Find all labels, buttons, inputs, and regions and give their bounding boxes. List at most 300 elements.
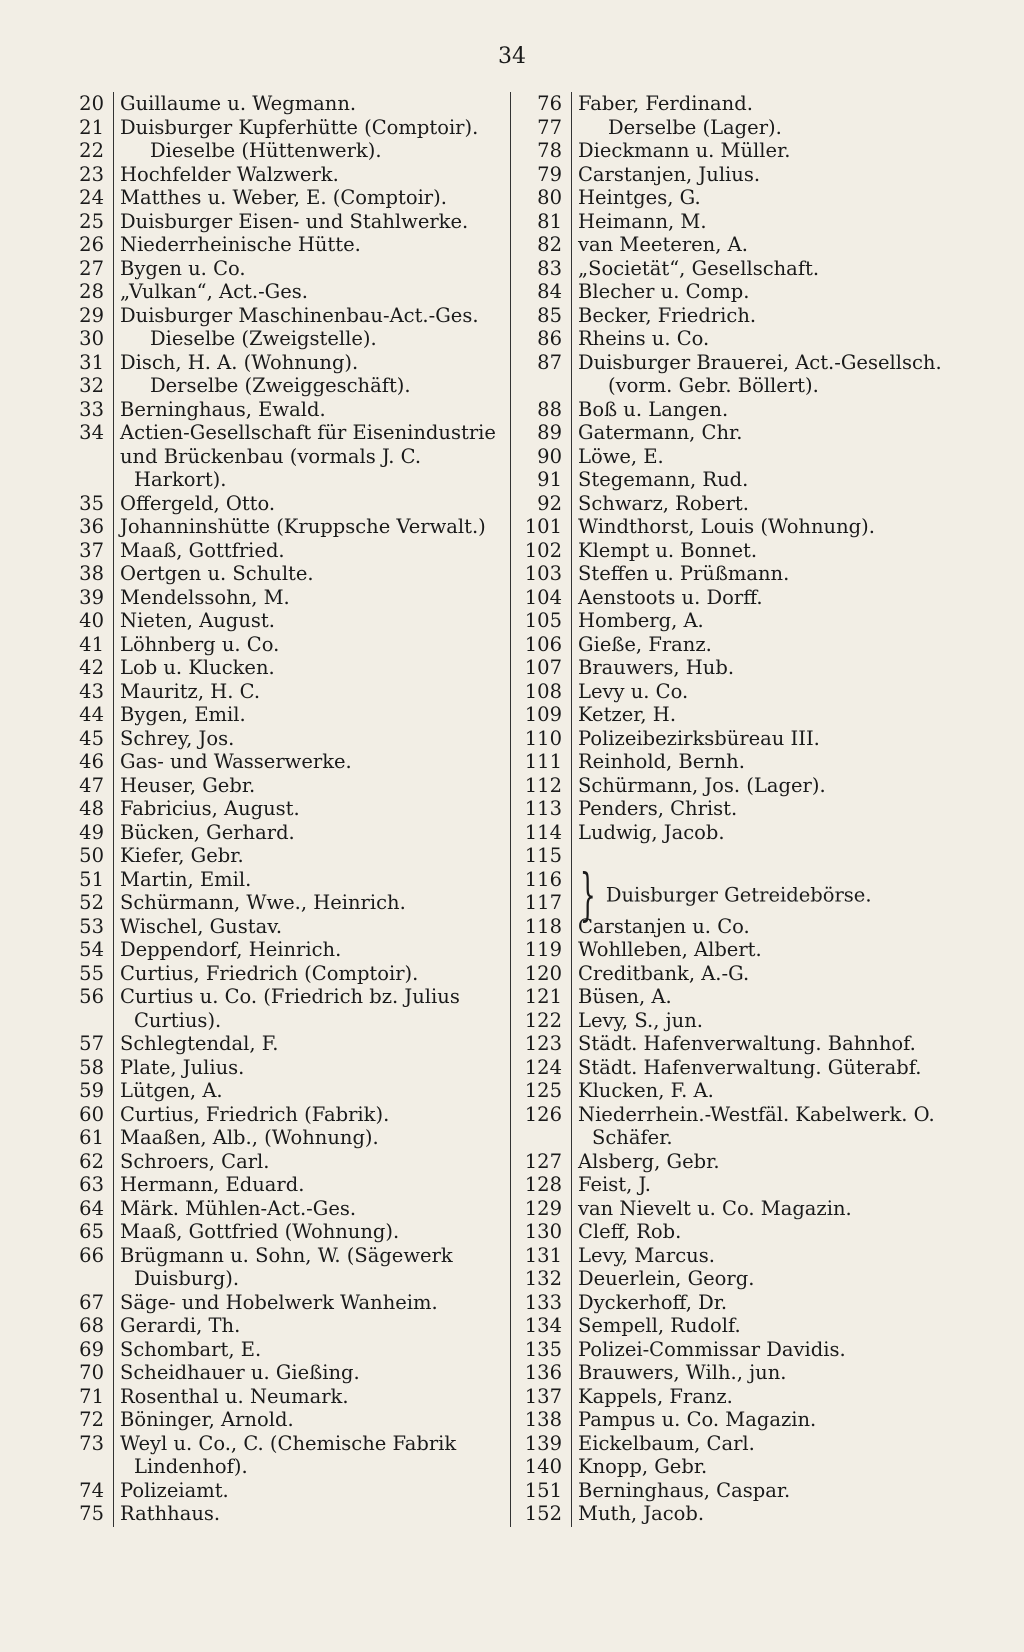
list-item [518, 985, 988, 1009]
entry-text: Matthes u. Weber, E. (Comptoir). [120, 186, 447, 209]
entry-text: Polizeibezirksbüreau III. [578, 726, 820, 750]
entry-number: 73 [79, 1431, 104, 1455]
entry-number: 34 [79, 421, 104, 444]
entry-number: 108 [524, 679, 562, 703]
list-item [72, 163, 512, 187]
list-item [72, 1455, 512, 1479]
entry-text: Löwe, E. [578, 444, 664, 468]
entry-text: Fabricius, August. [120, 797, 300, 820]
entry-number [72, 1009, 112, 1033]
entry-number: 139 [524, 1431, 562, 1455]
list-item [72, 1338, 512, 1362]
entry-text: Carstanjen, Julius. [578, 162, 761, 186]
entry-text: Schürmann, Wwe., Heinrich. [120, 891, 406, 914]
entry-text: Heimann, M. [578, 209, 707, 233]
entry-text: Duisburger Brauerei, Act.-Gesellsch. [578, 350, 942, 374]
entry-number: 43 [79, 679, 104, 703]
entry-text: Nieten, August. [120, 609, 275, 632]
list-item [72, 985, 512, 1009]
list-item [518, 938, 988, 962]
entry-text: Böninger, Arnold. [120, 1408, 294, 1431]
entry-text: Curtius). [134, 1008, 222, 1032]
entry-number: 101 [524, 515, 562, 538]
list-item [518, 492, 988, 516]
list-item [518, 186, 988, 210]
entry-number: 89 [537, 421, 562, 444]
list-item [518, 304, 988, 328]
entry-number: 82 [537, 233, 562, 256]
list-item [518, 1385, 988, 1409]
entry-text: Pampus u. Co. Magazin. [578, 1408, 817, 1431]
entry-number: 151 [524, 1478, 562, 1502]
entry-number: 92 [537, 491, 562, 515]
list-item [72, 1079, 512, 1103]
entry-text: Dieckmann u. Müller. [578, 139, 791, 162]
entry-text: (vorm. Gebr. Böllert). [608, 374, 819, 397]
list-item [518, 703, 988, 727]
entry-number: 35 [79, 491, 104, 515]
entry-number: 60 [79, 1102, 104, 1126]
entry-text: Faber, Ferdinand. [578, 92, 753, 115]
entry-text: van Meeteren, A. [578, 233, 748, 256]
list-item [72, 1291, 512, 1315]
entry-number: 68 [79, 1314, 104, 1337]
entry-text: Duisburg). [134, 1267, 240, 1290]
entry-number: 33 [79, 397, 104, 421]
entry-number: 66 [79, 1243, 104, 1267]
entry-text: Rosenthal u. Neumark. [120, 1384, 349, 1408]
entry-text: Levy u. Co. [578, 679, 689, 703]
entry-number: 37 [79, 538, 104, 562]
list-item [518, 1079, 988, 1103]
list-item [72, 1197, 512, 1221]
entry-text: und Brückenbau (vormals J. C. [120, 444, 422, 468]
entry-number [518, 374, 570, 398]
list-item [72, 1032, 512, 1056]
entry-number: 152 [524, 1502, 562, 1525]
entry-text: Bygen u. Co. [120, 256, 246, 280]
entry-number: 39 [79, 585, 104, 609]
entry-number: 59 [79, 1079, 104, 1102]
list-item [518, 633, 988, 657]
list-item [72, 327, 512, 351]
list-item [518, 139, 988, 163]
entry-text: Duisburger Maschinenbau-Act.-Ges. [120, 303, 479, 327]
entry-text: Gas- und Wasserwerke. [120, 750, 352, 773]
entry-number: 74 [79, 1478, 104, 1502]
entry-text: „Societät“, Gesellschaft. [578, 256, 820, 280]
entry-number: 116 [524, 867, 562, 891]
entry-text: Alsberg, Gebr. [578, 1149, 720, 1173]
list-item [72, 1220, 512, 1244]
entry-number: 72 [79, 1408, 104, 1431]
entry-number: 131 [524, 1243, 562, 1267]
entry-text: Hochfelder Walzwerk. [120, 162, 339, 186]
list-item [72, 186, 512, 210]
entry-number: 40 [79, 609, 104, 632]
page-number: 34 [498, 44, 526, 69]
entry-text: Stegemann, Rud. [578, 468, 749, 491]
list-item [518, 1408, 988, 1432]
list-item [72, 1150, 512, 1174]
list-item [72, 351, 512, 375]
entry-number: 140 [524, 1455, 562, 1478]
entry-number: 122 [524, 1008, 562, 1032]
entry-text: Duisburger Eisen- und Stahlwerke. [120, 209, 469, 233]
list-item [518, 1009, 988, 1033]
entry-text: Gatermann, Chr. [578, 421, 743, 444]
entry-number: 111 [524, 750, 562, 773]
entry-text: Becker, Friedrich. [578, 303, 757, 327]
entry-number: 87 [537, 350, 562, 374]
list-item [518, 233, 988, 257]
entry-number: 21 [79, 115, 104, 139]
entry-text: Schrey, Jos. [120, 726, 235, 750]
entry-number: 45 [79, 726, 104, 750]
entry-text: Bücken, Gerhard. [120, 820, 295, 844]
list-item [72, 868, 512, 892]
entry-number: 54 [79, 938, 104, 961]
entry-number: 49 [79, 820, 104, 844]
list-item [518, 92, 988, 116]
entry-number: 125 [524, 1079, 562, 1102]
list-item [72, 727, 512, 751]
entry-number: 47 [79, 773, 104, 797]
entry-number: 55 [79, 961, 104, 985]
entry-number: 80 [537, 186, 562, 209]
entry-text: Berninghaus, Caspar. [578, 1478, 791, 1502]
list-item [518, 1150, 988, 1174]
list-item [72, 233, 512, 257]
list-item [72, 398, 512, 422]
entry-number: 71 [79, 1384, 104, 1408]
entry-text: Curtius, Friedrich (Comptoir). [120, 961, 419, 985]
entry-number: 134 [524, 1314, 562, 1337]
entry-text: Rathhaus. [120, 1502, 221, 1525]
entry-text: Heintges, G. [578, 186, 701, 209]
list-item [72, 1479, 512, 1503]
list-item [72, 586, 512, 610]
list-item [72, 1244, 512, 1268]
entry-text: Deuerlein, Georg. [578, 1267, 755, 1290]
entry-text: Sempell, Rudolf. [578, 1314, 741, 1337]
entry-text: Brauwers, Hub. [578, 656, 735, 679]
list-item [518, 774, 988, 798]
list-item [72, 938, 512, 962]
entry-text: Klucken, F. A. [578, 1079, 714, 1102]
entry-number: 132 [524, 1267, 562, 1290]
list-item [72, 962, 512, 986]
list-item [518, 1103, 988, 1127]
brace-glyph: } [579, 862, 596, 928]
list-item [518, 962, 988, 986]
list-item [72, 92, 512, 116]
list-item [72, 539, 512, 563]
entry-number: 69 [79, 1337, 104, 1361]
entry-text: Mauritz, H. C. [120, 679, 261, 703]
list-item [518, 1126, 988, 1150]
list-item [518, 750, 988, 774]
entry-number: 83 [537, 256, 562, 280]
list-item [518, 515, 988, 539]
list-item [72, 1126, 512, 1150]
entry-text: Hermann, Eduard. [120, 1173, 305, 1196]
list-item [72, 280, 512, 304]
list-item [518, 1244, 988, 1268]
list-item [72, 821, 512, 845]
list-item [518, 468, 988, 492]
entry-number: 41 [79, 632, 104, 656]
entry-text: Polizei-Commissar Davidis. [578, 1337, 846, 1361]
entry-text: Creditbank, A.-G. [578, 961, 750, 985]
entry-text: Deppendorf, Heinrich. [120, 938, 342, 961]
entry-text: Schwarz, Robert. [578, 491, 749, 515]
list-item [518, 398, 988, 422]
entry-number: 107 [524, 656, 562, 679]
list-item [72, 468, 512, 492]
list-item [518, 257, 988, 281]
list-item [518, 1291, 988, 1315]
entry-number: 79 [537, 162, 562, 186]
list-item [72, 139, 512, 163]
entry-text: Bygen, Emil. [120, 703, 246, 726]
entry-number: 20 [79, 92, 104, 115]
entry-number: 106 [524, 632, 562, 656]
entry-text [570, 844, 988, 868]
entry-text: Rheins u. Co. [578, 327, 710, 350]
entry-text: Plate, Julius. [120, 1055, 245, 1079]
list-item [518, 116, 988, 140]
entry-number: 26 [79, 233, 104, 256]
entry-text: Wischel, Gustav. [120, 914, 283, 938]
entry-number: 113 [524, 797, 562, 820]
entry-number: 84 [537, 280, 562, 303]
list-item [518, 656, 988, 680]
entry-text: Klempt u. Bonnet. [578, 538, 758, 562]
entry-number: 114 [524, 820, 562, 844]
entry-text: Märk. Mühlen-Act.-Ges. [120, 1196, 357, 1220]
entry-number: 112 [524, 773, 562, 797]
entry-text: Disch, H. A. (Wohnung). [120, 350, 359, 374]
entry-text: Cleff, Rob. [578, 1220, 682, 1243]
entry-number: 109 [524, 703, 562, 726]
entry-text: Löhnberg u. Co. [120, 632, 280, 656]
entry-number: 128 [524, 1173, 562, 1196]
entry-text: Curtius, Friedrich (Fabrik). [120, 1102, 390, 1126]
entry-text: Maaßen, Alb., (Wohnung). [120, 1126, 379, 1149]
entry-text: Dyckerhoff, Dr. [578, 1290, 728, 1314]
list-item [518, 1220, 988, 1244]
entry-number: 133 [524, 1290, 562, 1314]
entry-number: 78 [537, 139, 562, 162]
entry-number: 30 [79, 327, 104, 350]
entry-text: Berninghaus, Ewald. [120, 397, 326, 421]
entry-number: 29 [79, 303, 104, 327]
entry-number: 102 [524, 538, 562, 562]
entry-text: Weyl u. Co., C. (Chemische Fabrik [120, 1431, 457, 1455]
list-item [72, 609, 512, 633]
entry-text: Niederrheinische Hütte. [120, 233, 361, 256]
entry-number: 137 [524, 1384, 562, 1408]
list-item [72, 774, 512, 798]
entry-number [72, 1455, 112, 1479]
entry-text: Levy, Marcus. [578, 1243, 715, 1267]
entry-text: Eickelbaum, Carl. [578, 1431, 755, 1455]
entry-number [72, 1267, 112, 1291]
list-item [518, 539, 988, 563]
entry-number: 136 [524, 1361, 562, 1384]
entry-text: Carstanjen u. Co. [578, 914, 750, 938]
entry-number: 70 [79, 1361, 104, 1384]
entry-number: 77 [537, 115, 562, 139]
list-item [518, 1502, 988, 1526]
entry-number: 115 [524, 844, 562, 867]
entry-text: Dieselbe (Hüttenwerk). [150, 139, 382, 162]
list-item [72, 1267, 512, 1291]
list-item [72, 1432, 512, 1456]
entry-text: Polizeiamt. [120, 1478, 229, 1502]
list-item [72, 1056, 512, 1080]
list-item [518, 1056, 988, 1080]
list-item [72, 915, 512, 939]
entry-text: Brauwers, Wilh., jun. [578, 1361, 787, 1384]
entry-number: 64 [79, 1196, 104, 1220]
list-item [518, 1314, 988, 1338]
entry-number: 75 [79, 1502, 104, 1525]
entry-number: 67 [79, 1290, 104, 1314]
entry-text: Schlegtendal, F. [120, 1032, 279, 1055]
entry-text: Martin, Emil. [120, 867, 252, 891]
entry-text: Schürmann, Jos. (Lager). [578, 773, 826, 797]
entry-number: 119 [524, 938, 562, 961]
list-item [72, 1103, 512, 1127]
entry-text: Scheidhauer u. Gießing. [120, 1361, 360, 1384]
entry-number: 110 [524, 726, 562, 750]
list-item [72, 797, 512, 821]
entry-number: 104 [524, 585, 562, 609]
list-item [518, 680, 988, 704]
list-item [518, 351, 988, 375]
entry-number: 56 [79, 985, 104, 1008]
entry-text: Maaß, Gottfried. [120, 538, 285, 562]
list-item [518, 1338, 988, 1362]
list-item [72, 703, 512, 727]
list-item [72, 891, 512, 915]
entry-number: 38 [79, 562, 104, 585]
list-item [518, 1267, 988, 1291]
list-item [518, 562, 988, 586]
entry-text: Steffen u. Prüßmann. [578, 562, 790, 585]
list-item [72, 492, 512, 516]
list-item [72, 1314, 512, 1338]
entry-text: Aenstoots u. Dorff. [578, 585, 763, 609]
list-item [518, 1479, 988, 1503]
entry-text: Kappels, Franz. [578, 1384, 733, 1408]
list-item [72, 1009, 512, 1033]
entry-text: Niederrhein.-Westfäl. Kabelwerk. O. [578, 1102, 935, 1126]
entry-number: 27 [79, 256, 104, 280]
list-item [72, 304, 512, 328]
entry-text [570, 891, 988, 915]
list-item [72, 1361, 512, 1385]
entry-text: Dieselbe (Zweigstelle). [150, 327, 377, 350]
entry-number [518, 1126, 570, 1150]
entry-number: 28 [79, 280, 104, 303]
entry-number: 76 [537, 92, 562, 115]
entry-number: 22 [79, 139, 104, 162]
list-item [72, 515, 512, 539]
entry-text: Mendelssohn, M. [120, 585, 290, 609]
entry-text: Schroers, Carl. [120, 1149, 270, 1173]
list-item [72, 1502, 512, 1526]
list-item [518, 1455, 988, 1479]
entry-text: Homberg, A. [578, 609, 704, 632]
list-item [72, 445, 512, 469]
entry-text: Lindenhof). [134, 1455, 248, 1478]
entry-text: Blecher u. Comp. [578, 280, 750, 303]
entry-number: 48 [79, 797, 104, 820]
entry-text: Kiefer, Gebr. [120, 844, 244, 867]
entry-text: Gieße, Franz. [578, 632, 712, 656]
list-item [72, 210, 512, 234]
entry-number: 36 [79, 515, 104, 538]
entry-text: Städt. Hafenverwaltung. Bahnhof. [578, 1032, 916, 1055]
entry-text: Harkort). [134, 468, 227, 491]
list-item [518, 1032, 988, 1056]
entry-number: 44 [79, 703, 104, 726]
entry-number: 85 [537, 303, 562, 327]
entry-text: Lütgen, A. [120, 1079, 223, 1102]
entry-number: 23 [79, 162, 104, 186]
list-item [72, 116, 512, 140]
entry-text: Levy, S., jun. [578, 1008, 703, 1032]
entry-text: Oertgen u. Schulte. [120, 562, 314, 585]
entry-number: 65 [79, 1220, 104, 1243]
list-item [72, 844, 512, 868]
list-item [518, 609, 988, 633]
entry-text: Säge- und Hobelwerk Wanheim. [120, 1290, 438, 1314]
entry-text: Brügmann u. Sohn, W. (Sägewerk [120, 1243, 453, 1267]
entry-text: Ketzer, H. [578, 703, 677, 726]
entry-number: 58 [79, 1055, 104, 1079]
entry-text: Derselbe (Lager). [608, 115, 782, 139]
entry-text: Muth, Jacob. [578, 1502, 705, 1525]
entry-number: 32 [79, 374, 104, 397]
entry-text: Penders, Christ. [578, 797, 738, 820]
list-item [518, 374, 988, 398]
entry-number: 53 [79, 914, 104, 938]
entry-text: Maaß, Gottfried (Wohnung). [120, 1220, 400, 1243]
entry-number: 24 [79, 186, 104, 209]
list-item [518, 280, 988, 304]
entry-text: Städt. Hafenverwaltung. Güterabf. [578, 1055, 922, 1079]
entry-text: Heuser, Gebr. [120, 773, 256, 797]
list-item [518, 821, 988, 845]
entry-text: Wohlleben, Albert. [578, 938, 762, 961]
entry-number: 91 [537, 468, 562, 491]
entry-text: Schäfer. [592, 1126, 673, 1149]
entry-text: Lob u. Klucken. [120, 656, 275, 679]
list-item [518, 1432, 988, 1456]
list-item [518, 797, 988, 821]
entry-text: Reinhold, Bernh. [578, 750, 745, 773]
entry-text: Curtius u. Co. (Friedrich bz. Julius [120, 985, 460, 1008]
list-item [518, 163, 988, 187]
entry-text: Derselbe (Zweiggeschäft). [150, 374, 411, 397]
entry-number: 25 [79, 209, 104, 233]
list-item [72, 1408, 512, 1432]
entry-text: Duisburger Kupferhütte (Comptoir). [120, 115, 479, 139]
